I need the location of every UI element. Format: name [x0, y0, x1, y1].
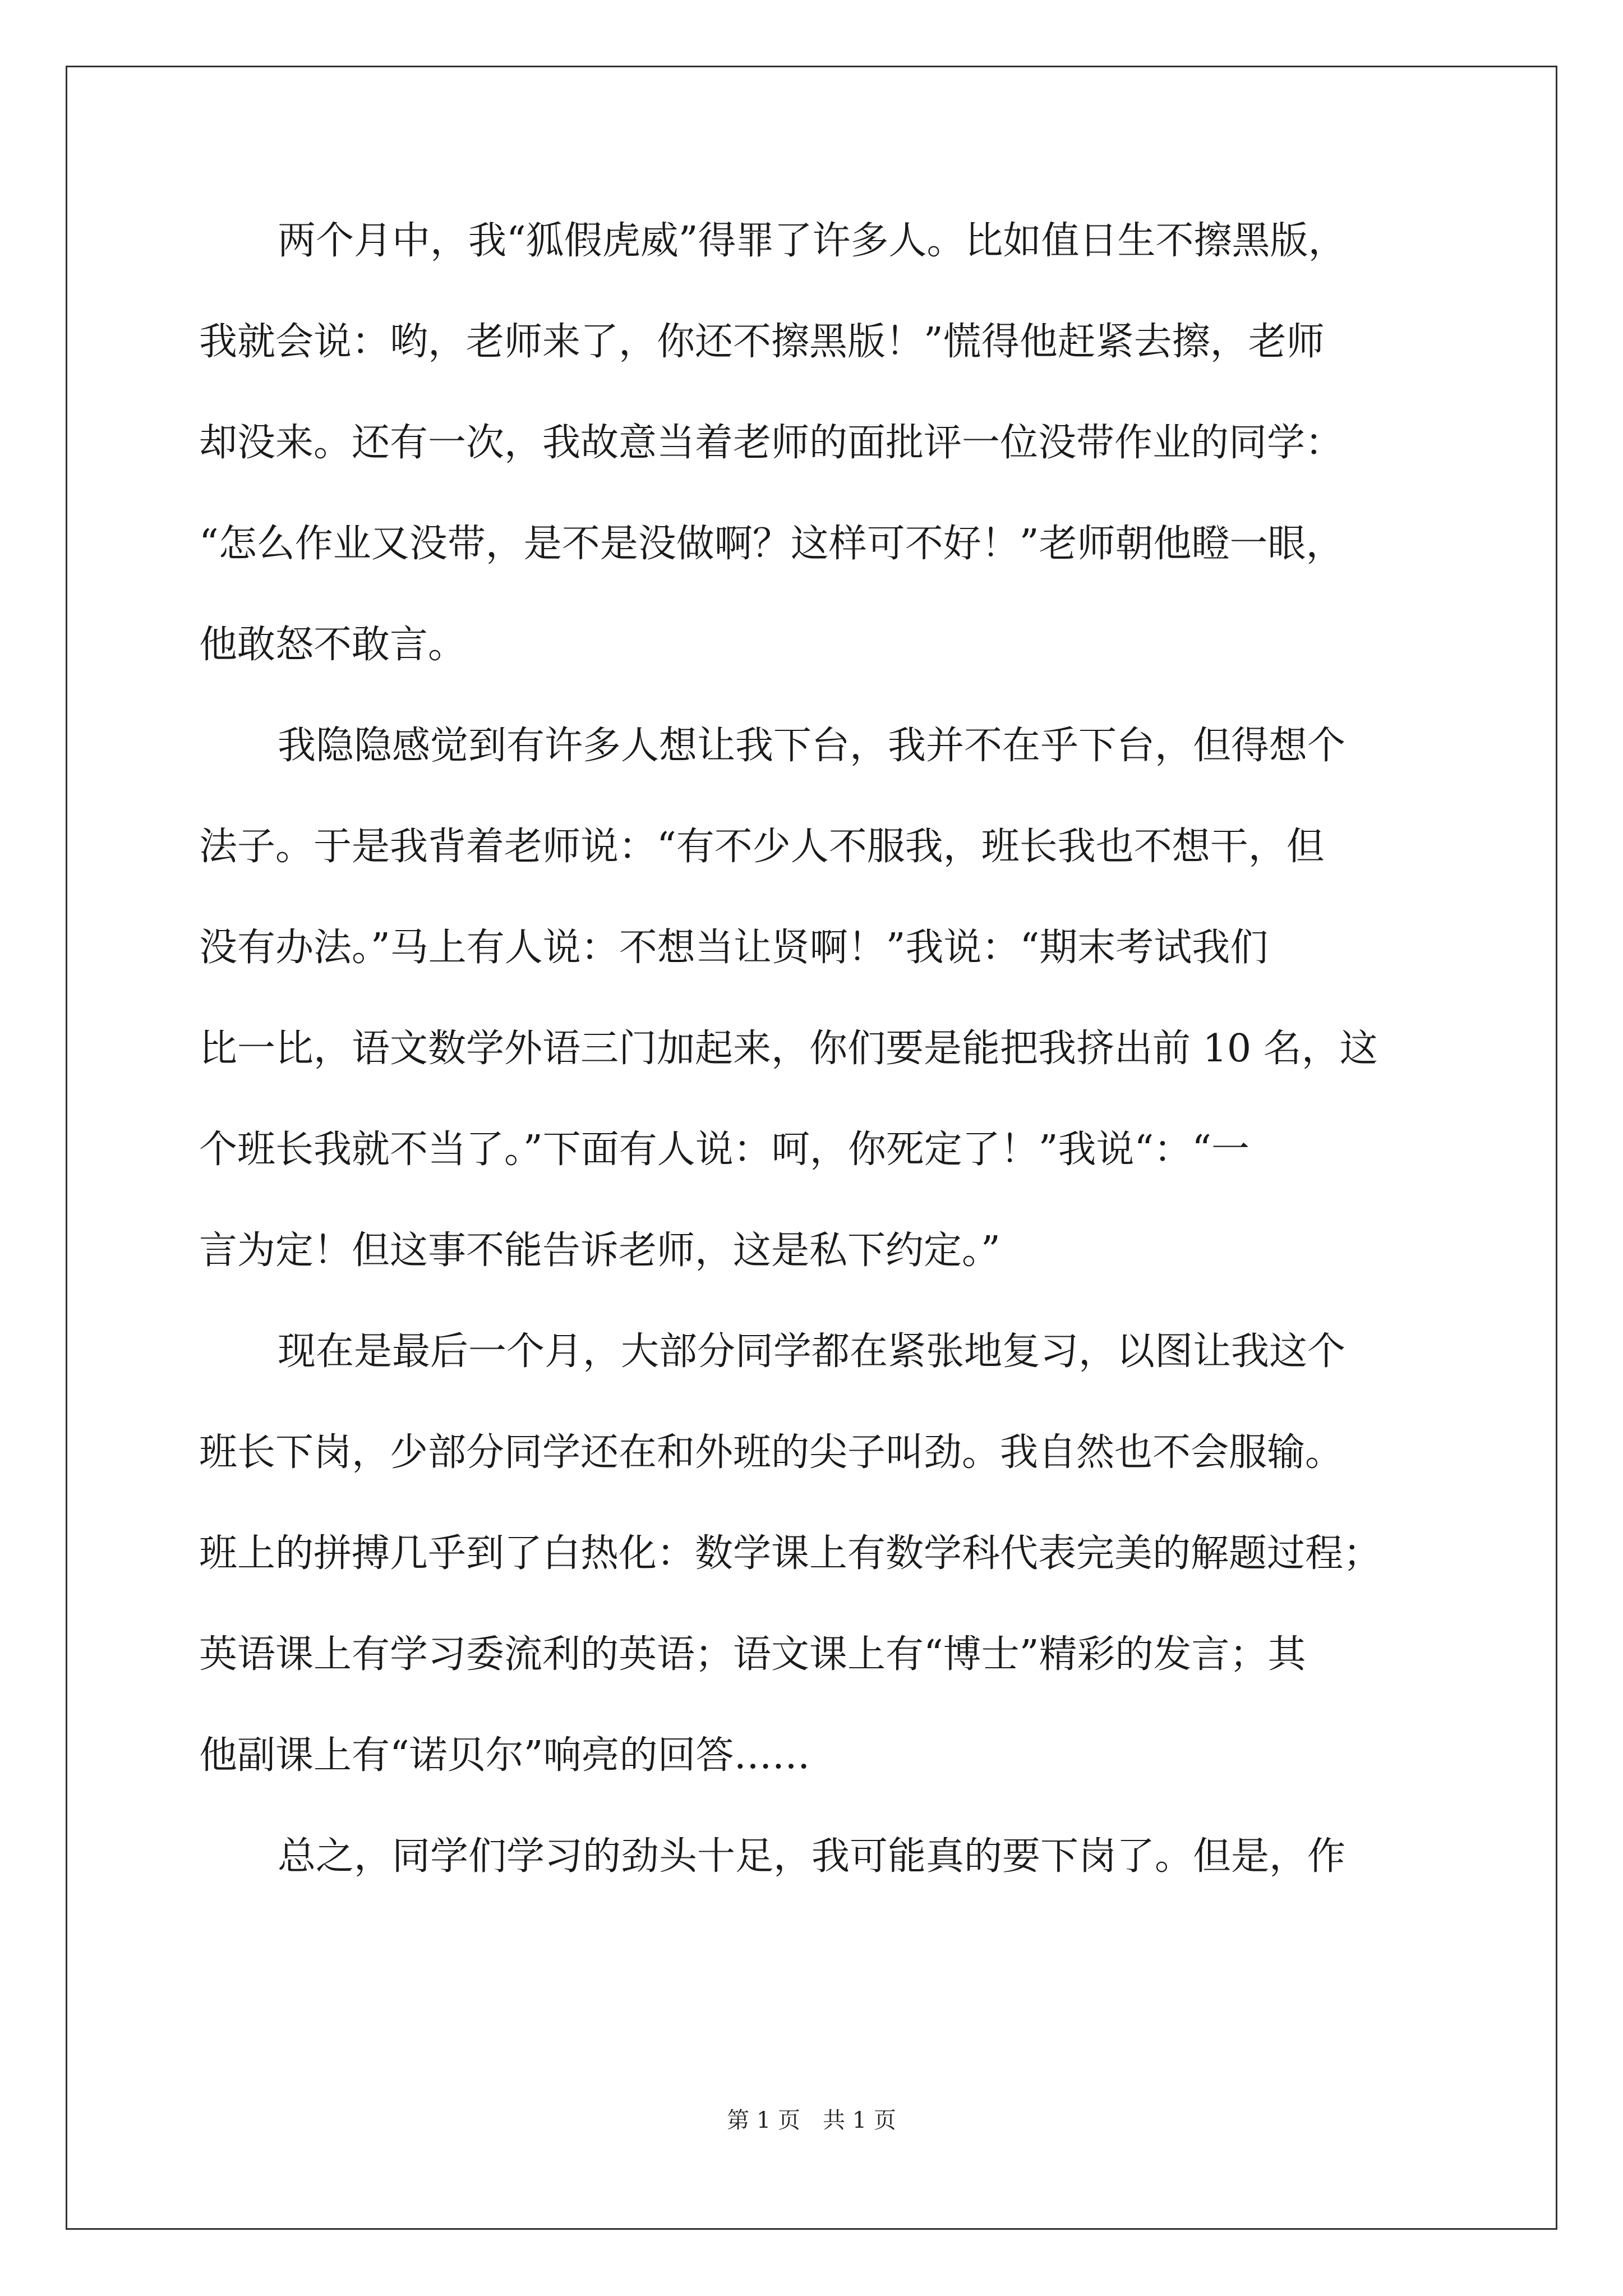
text-line: 却没来。还有一次，我故意当着老师的面批评一位没带作业的同学： [199, 421, 1344, 465]
page-footer [0, 2106, 1623, 2134]
page-total: 共 1 页 [823, 2108, 896, 2133]
text-line: 我就会说：哟，老师来了，你还不擦黑版！”慌得他赶紧去擦，老师 [199, 320, 1325, 364]
text-line: 他副课上有“诺贝尔”响亮的回答…… [199, 1733, 810, 1778]
text-line: 英语课上有学习委流利的英语；语文课上有“博士”精彩的发言；其 [199, 1632, 1306, 1677]
text-line: “怎么作业又没带，是不是没做啊？这样可不好！”老师朝他瞪一眼， [199, 522, 1344, 566]
text-line: 没有办法。”马上有人说：不想当让贤啊！”我说：“期末考试我们 [199, 926, 1269, 970]
text-line: 言为定！但这事不能告诉老师，这是私下约定。” [199, 1228, 1000, 1273]
text-line: 比一比，语文数学外语三门加起来，你们要是能把我挤出前 10 名，这 [199, 1027, 1378, 1071]
text-line: 他敢怒不敢言。 [199, 623, 467, 667]
text-line: 总之，同学们学习的劲头十足，我可能真的要下岗了。但是，作 [278, 1834, 1346, 1879]
text-line: 两个月中，我“狐假虎威”得罪了许多人。比如值日生不擦黑版， [278, 219, 1347, 263]
text-line: 法子。于是我背着老师说：“有不少人不服我，班长我也不想干，但 [199, 825, 1325, 869]
text-line: 我隐隐感觉到有许多人想让我下台，我并不在乎下台，但得想个 [278, 724, 1346, 768]
text-line: 现在是最后一个月，大部分同学都在紧张地复习，以图让我这个 [278, 1329, 1346, 1374]
text-line: 班长下岗，少部分同学还在和外班的尖子叫劲。我自然也不会服输。 [199, 1430, 1344, 1475]
page-number: 第 1 页 [727, 2108, 800, 2133]
text-line: 个班长我就不当了。”下面有人说：呵，你死定了！”我说“：“一 [199, 1128, 1250, 1172]
text-line: 班上的拼搏几乎到了白热化：数学课上有数学科代表完美的解题过程； [199, 1531, 1382, 1576]
document-body [199, 191, 1427, 1907]
